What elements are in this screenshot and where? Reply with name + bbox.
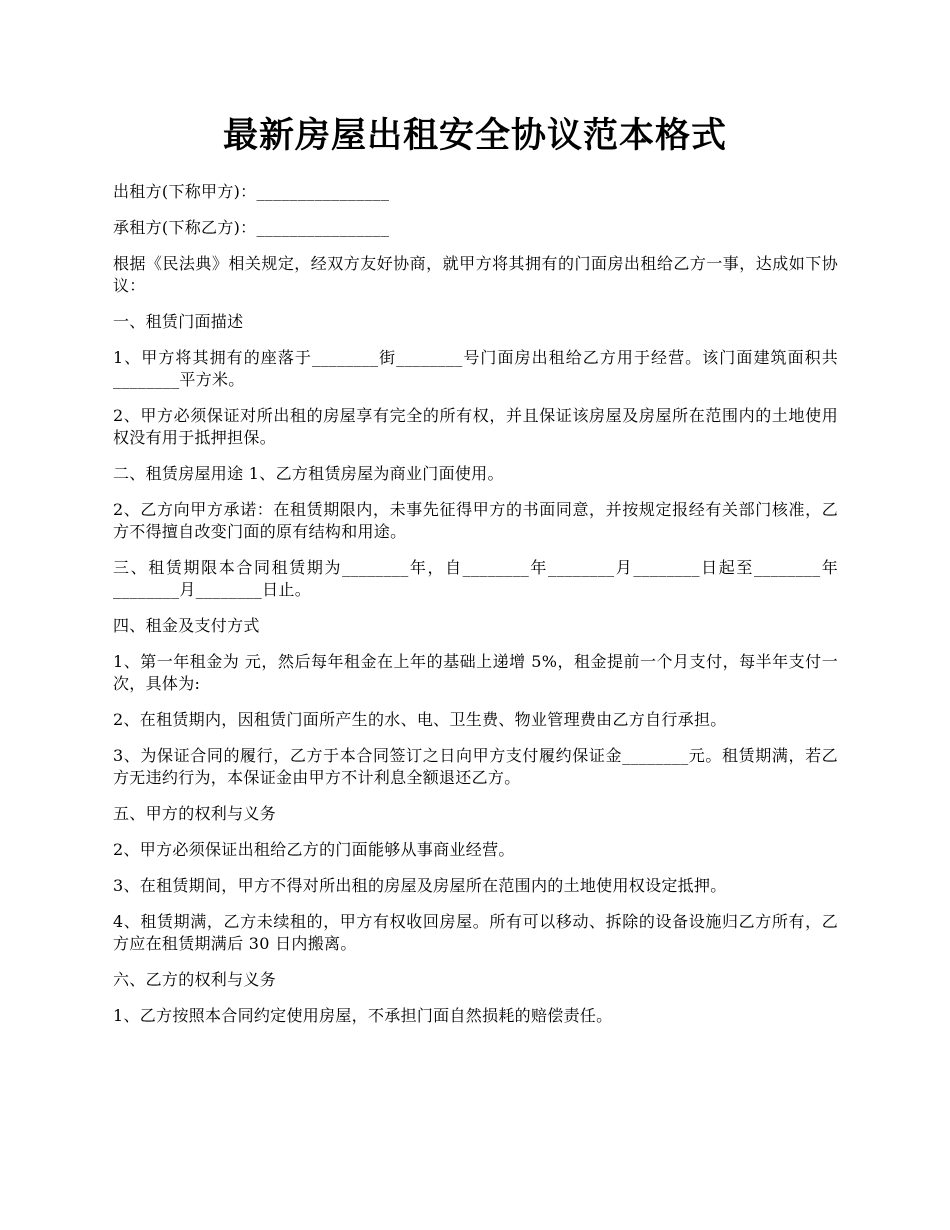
- paragraph-4-3: 3、为保证合同的履行，乙方于本合同签订之日向甲方支付履约保证金________元。租赁期满，若乙方无违约行为，本保证金由甲方不计利息全额退还乙方。: [113, 746, 838, 787]
- paragraph-1-2: 2、甲方必须保证对所出租的房屋享有完全的所有权，并且保证该房屋及房屋所在范围内的土地使用权没有用于抵押担保。: [113, 406, 838, 447]
- section-heading-5: 五、甲方的权利与义务: [113, 804, 277, 823]
- paragraph-preamble: 根据《民法典》相关规定，经双方友好协商，就甲方将其拥有的门面房出租给乙方一事，达成如下协议：: [113, 254, 838, 295]
- paragraph-5-4: 4、租赁期满，乙方未续租的，甲方有权收回房屋。所有可以移动、拆除的设备设施归乙方所有，乙方应在租赁期满后 30 日内搬离。: [113, 912, 838, 953]
- paragraph-4-2: 2、在租赁期内，因租赁门面所产生的水、电、卫生费、物业管理费由乙方自行承担。: [113, 710, 727, 729]
- paragraph-6-1: 1、乙方按照本合同约定使用房屋，不承担门面自然损耗的赔偿责任。: [113, 1006, 613, 1025]
- paragraph-2-2: 2、乙方向甲方承诺：在租赁期限内，未事先征得甲方的书面同意，并按规定报经有关部门核准，乙方不得擅自改变门面的原有结构和用途。: [113, 500, 838, 541]
- section-heading-3: 三、租赁期限本合同租赁期为________年，自________年________月________日起至________年________月________日止。: [113, 558, 838, 599]
- section-heading-1: 一、租赁门面描述: [113, 312, 244, 331]
- section-heading-6: 六、乙方的权利与义务: [113, 970, 277, 989]
- paragraph-lessee: 承租方(下称乙方)：________________: [113, 218, 390, 237]
- document-body: [113, 181, 838, 1041]
- paragraph-5-2: 2、甲方必须保证出租给乙方的门面能够从事商业经营。: [113, 840, 515, 859]
- paragraph-5-3: 3、在租赁期间，甲方不得对所出租的房屋及房屋所在范围内的土地使用权设定抵押。: [113, 876, 727, 895]
- paragraph-4-1: 1、第一年租金为 元，然后每年租金在上年的基础上递增 5%，租金提前一个月支付，每半年支付一次，具体为:: [113, 652, 838, 693]
- section-heading-4: 四、租金及支付方式: [113, 616, 260, 635]
- section-heading-2: 二、租赁房屋用途 1、乙方租赁房屋为商业门面使用。: [113, 464, 504, 483]
- document-title: 最新房屋出租安全协议范本格式: [222, 115, 727, 156]
- paragraph-1-1: 1、甲方将其拥有的座落于________街________号门面房出租给乙方用于经营。该门面建筑面积共________平方米。: [113, 348, 838, 389]
- paragraph-lessor: 出租方(下称甲方)：________________: [113, 182, 390, 201]
